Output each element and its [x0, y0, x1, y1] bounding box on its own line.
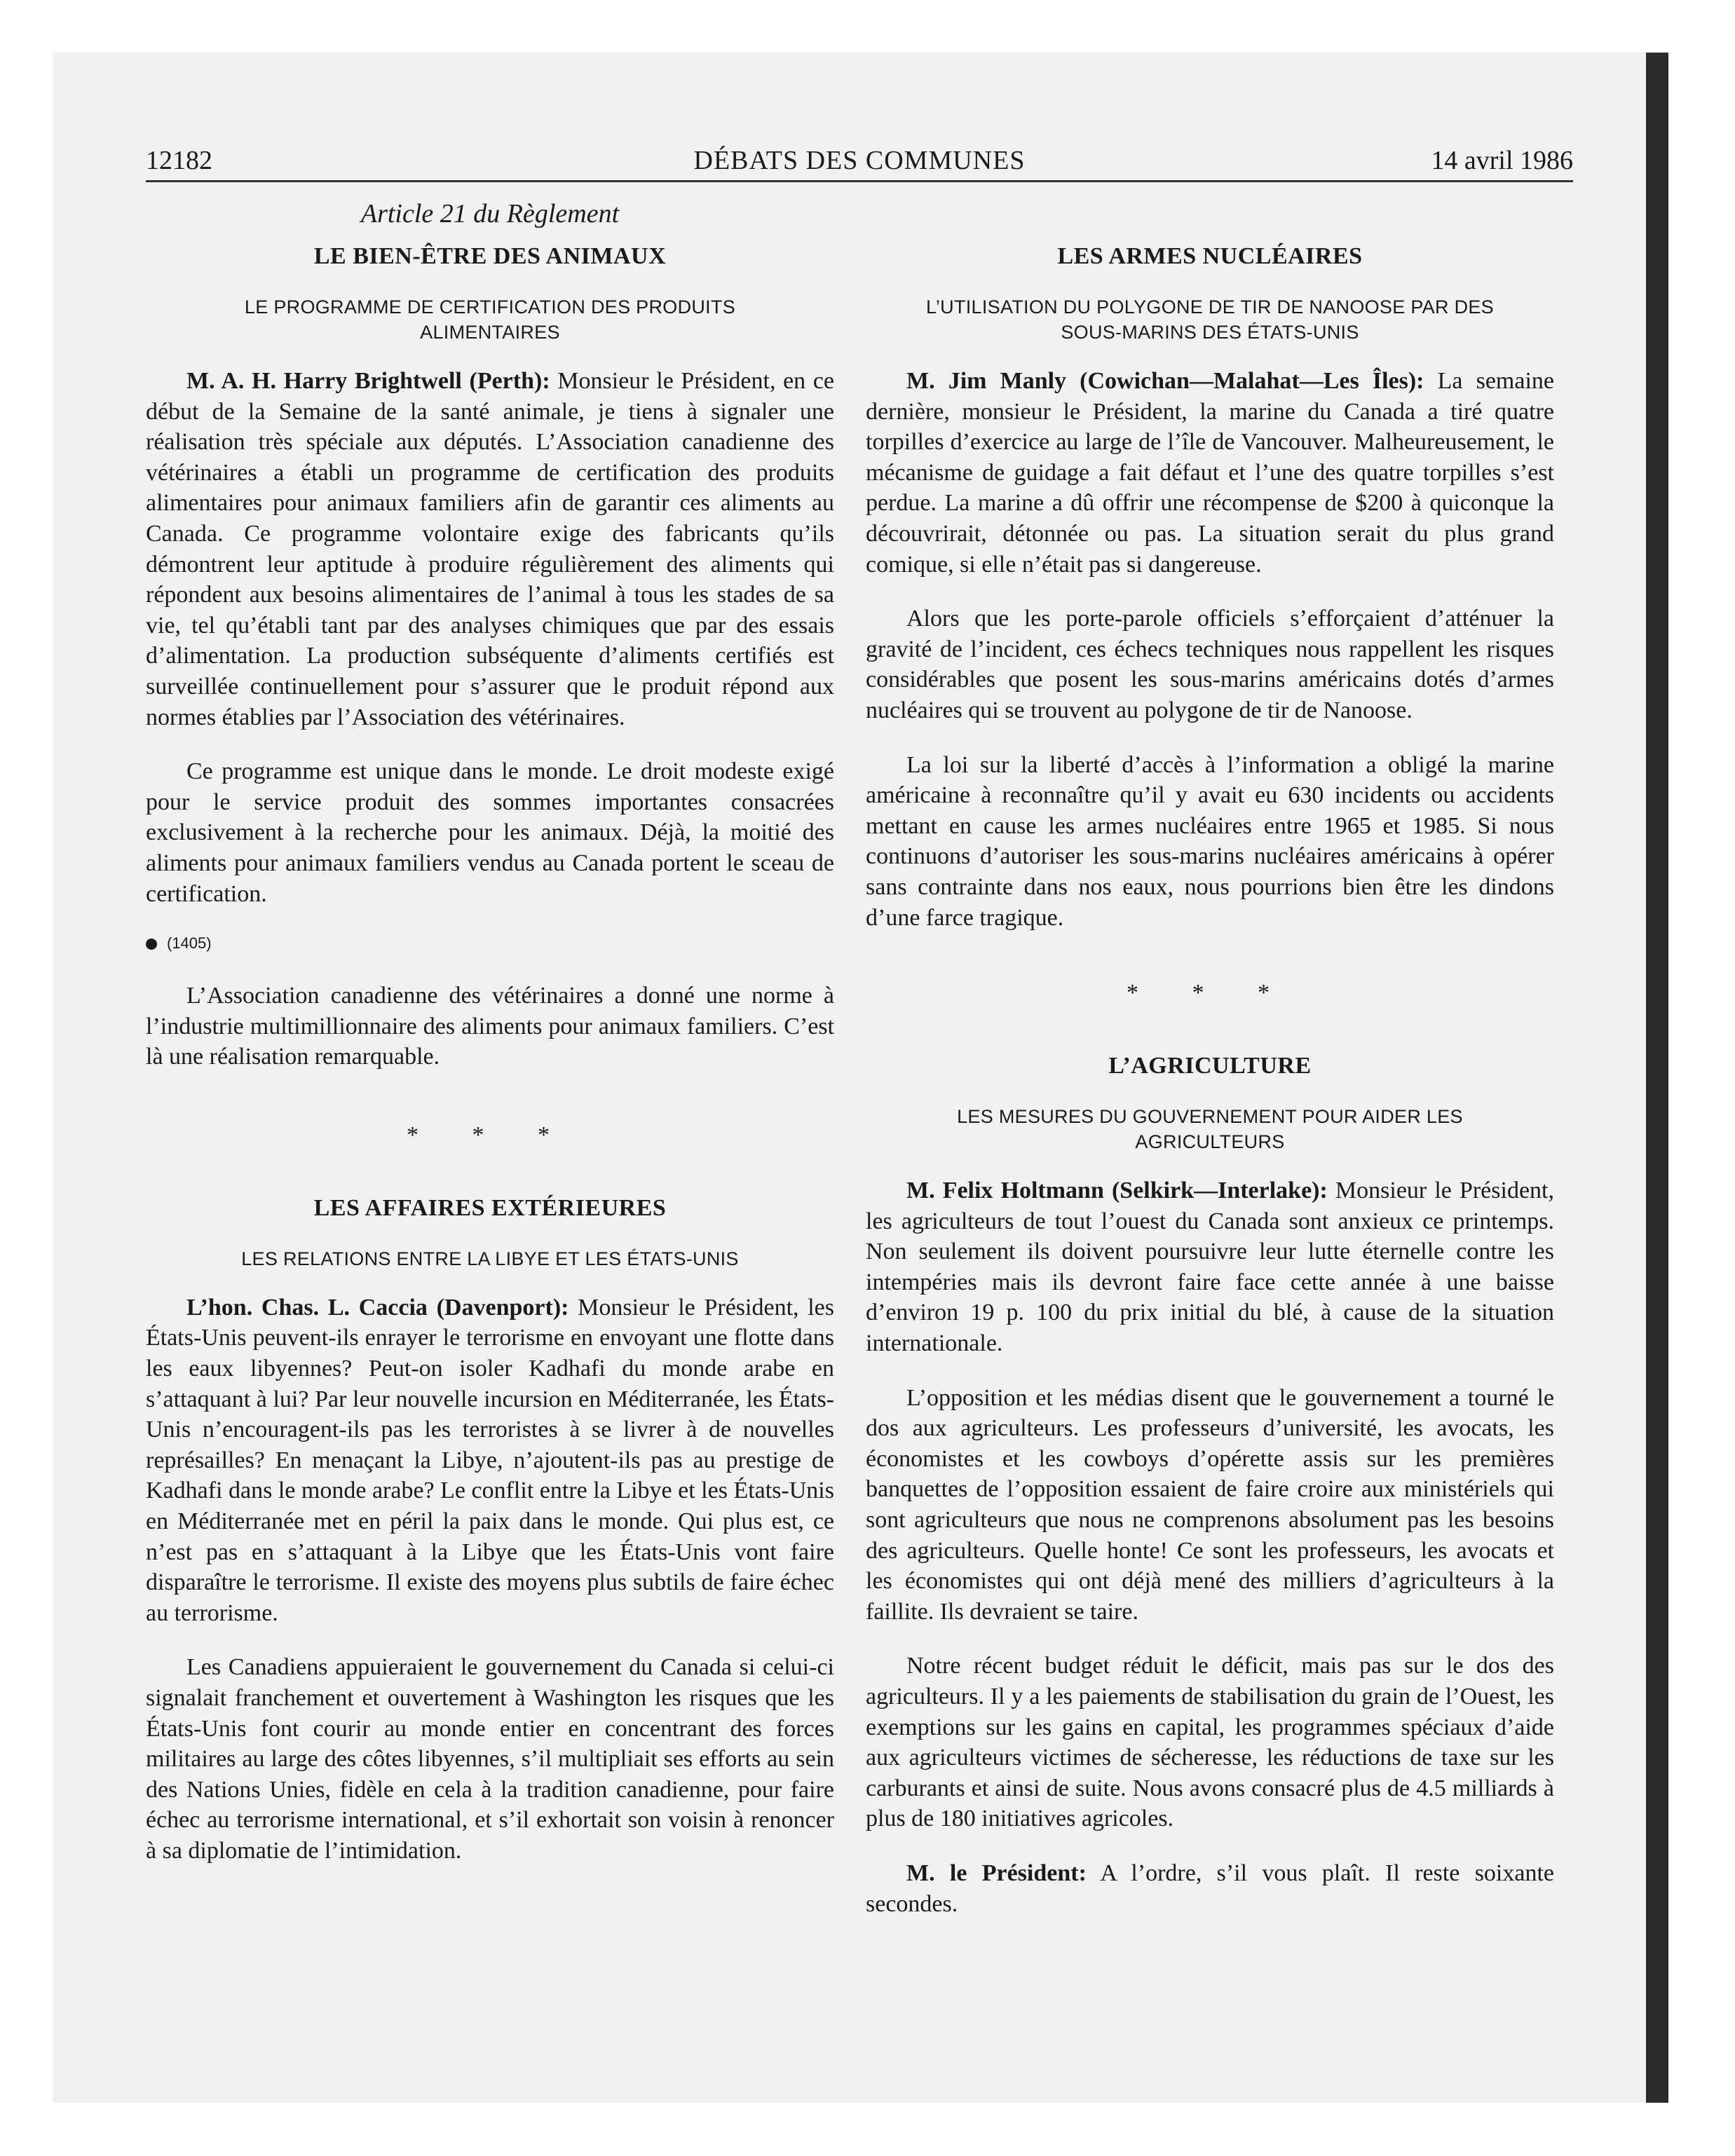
section-separator: * * *	[1127, 980, 1293, 1007]
speaker-name: M. Felix Holtmann (Selkirk—Interlake):	[906, 1178, 1328, 1204]
paragraph: La loi sur la liberté d’accès à l’information a obligé la marine américaine à reconnaître qu’il y avait eu 630 incidents ou accidents mettant en cause les armes nucléaires entre 1965 et 1985. Si nous continuons d’autoriser les sous-marins nucléaires américains à opérer sans contrainte dans nos eaux, nous pourrions bien être les dindons d’une farce tragique.	[866, 751, 1554, 931]
paragraph: Les Canadiens appuieraient le gouvernement du Canada si celui-ci signalait franchement et ouvertement à Washington les risques que les États-Unis font courir au monde entier en concentrant des forces militaires au large des côtes libyennes, s’il multipliait ses efforts au sein des Nations Unies, fidèle en cela à la tradition canadienne, pour faire échec au terrorisme international, et s’il exhortait son voisin à renoncer à sa diplomatie de l’intimidation.	[146, 1654, 834, 1864]
subtitle-libye: LES RELATIONS ENTRE LA LIBYE ET LES ÉTATS-UNIS	[241, 1248, 739, 1269]
paragraph: Notre récent budget réduit le déficit, mais pas sur le dos des agriculteurs. Il y a les paiements de stabilisation du grain de l’Ouest, les exemptions sur les gains en capital, les programmes spéciaux d’aide aux agriculteurs victimes de sécheresse, les réductions de taxe sur les carburants et ainsi de suite. Nous avons consacré plus de 4.5 milliards à plus de 180 initiatives agricoles.	[866, 1653, 1554, 1832]
scan-edge	[1646, 53, 1668, 2103]
publication-title: DÉBATS DES COMMUNES	[693, 146, 1026, 175]
page-header	[146, 144, 1573, 182]
subtitle-certification: LE PROGRAMME DE CERTIFICATION DES PRODUITS ALIMENTAIRES	[244, 296, 736, 343]
paragraph: L’Association canadienne des vétérinaires a donné une norme à l’industrie multimillionnaire des aliments pour animaux familiers. C’est là une réalisation remarquable.	[146, 983, 834, 1070]
speaker-name: M. le Président:	[906, 1860, 1087, 1886]
subtitle-agriculteurs: LES MESURES DU GOUVERNEMENT POUR AIDER LES AGRICULTEURS	[957, 1106, 1463, 1153]
section-title-agriculture: L’AGRICULTURE	[1108, 1053, 1312, 1079]
section-title-armes: LES ARMES NUCLÉAIRES	[1057, 243, 1363, 269]
speaker-name: M. A. H. Harry Brightwell (Perth):	[186, 368, 550, 394]
section-title-affaires: LES AFFAIRES EXTÉRIEURES	[313, 1194, 667, 1221]
subtitle-nanoose: L’UTILISATION DU POLYGONE DE TIR DE NANOOSE PAR DES SOUS-MARINS DES ÉTATS-UNIS	[926, 296, 1494, 343]
paragraph: L’hon. Chas. L. Caccia (Davenport): Monsieur le Président, les États-Unis peuvent-ils enrayer le terrorisme en envoyant une flotte dans les eaux libyennes? Peut-on isoler Kadhafi du monde arabe en s’attaquant à lui? Par leur nouvelle incursion en Méditerranée, les États-Unis n’encouragent-ils pas les terroristes à se livrer à de nouvelles représailles? En menaçant la Libye, n’ajoutent-ils pas au prestige de Kadhafi dans le monde arabe? Le conflit entre la Libye et les États-Unis en Méditerranée met en péril la paix dans le monde. Qui plus est, ce n’est pas en s’attaquant à la Libye que les États-Unis vont faire disparaître le terrorisme. Il existe des moyens plus subtils de faire échec au terrorisme.	[146, 1294, 835, 1626]
speaker-name: L’hon. Chas. L. Caccia (Davenport):	[186, 1294, 569, 1321]
page-date: 14 avril 1986	[1431, 146, 1573, 175]
speaker-name: M. Jim Manly (Cowichan—Malahat—Les Îles):	[906, 368, 1424, 394]
paragraph: M. Jim Manly (Cowichan—Malahat—Les Îles): La semaine dernière, monsieur le Président, la marine du Canada a tiré quatre torpilles d’exercice au large de l’île de Vancouver. Malheureusement, le mécanisme de guidage a fait défaut et l’une des quatre torpilles s’est perdue. La marine a dû offrir une récompense de $200 à quiconque la découvrirait, détonnée ou pas. La situation serait du plus grand comique, si elle n’était pas si dangereuse.	[866, 368, 1554, 578]
left-column	[146, 198, 834, 1890]
time-marker: (1405)	[146, 933, 834, 954]
section-separator: * * *	[407, 1121, 573, 1148]
paragraph: M. le Président: A l’ordre, s’il vous plaît. Il reste soixante secondes.	[866, 1860, 1555, 1917]
bullet-icon	[146, 939, 157, 950]
section-title-animaux: LE BIEN-ÊTRE DES ANIMAUX	[313, 243, 667, 269]
right-column	[866, 198, 1554, 1943]
paragraph: L’opposition et les médias disent que le gouvernement a tourné le dos aux agriculteurs. Les professeurs d’université, les avocats, les économistes et les cowboys d’opérette assis sur les premières banquettes de l’opposition essaient de faire croire aux ministériels qui sont agriculteurs que nous ne comprenons absolument pas les besoins des agriculteurs. Quelle honte! Ce sont les professeurs, les avocats et les économistes qui ont déjà mené des milliers d’agriculteurs à la faillite. Ils devraient se taire.	[866, 1384, 1554, 1625]
page-number: 12182	[146, 146, 212, 175]
paragraph: M. Felix Holtmann (Selkirk—Interlake): Monsieur le Président, les agriculteurs de tout l’ouest du Canada sont anxieux ce printemps. Non seulement ils doivent poursuivre leur lutte éternelle contre les intempéries mais ils devront faire face cette année à une baisse d’environ 19 p. 100 du prix initial du blé, à cause de la situation internationale.	[866, 1178, 1554, 1357]
paragraph: M. A. H. Harry Brightwell (Perth): Monsieur le Président, en ce début de la Semaine de la santé animale, je tiens à signaler une réalisation très spéciale aux députés. L’Association canadienne des vétérinaires a établi un programme de certification des produits alimentaires pour animaux familiers afin de garantir ces aliments au Canada. Ce programme volontaire exige des fabricants qu’ils démontrent leur aptitude à produire régulièrement des aliments qui répondent aux besoins alimentaires de l’animal à tous les stades de sa vie, tel qu’établi tant par des analyses chimiques que par des essais d’alimentation. La production subséquente d’aliments certifiés est surveillée continuellement pour s’assurer que le produit répond aux normes établies par l’Association des vétérinaires.	[146, 368, 834, 730]
paragraph: Ce programme est unique dans le monde. Le droit modeste exigé pour le service produit des sommes importantes consacrées exclusivement à la recherche pour les animaux. Déjà, la moitié des aliments pour animaux familiers vendus au Canada portent le sceau de certification.	[146, 758, 834, 907]
paragraph: Alors que les porte-parole officiels s’efforçaient d’atténuer la gravité de l’incident, ces échecs techniques nous rappellent les risques considérables que posent les sous-marins américains dotés d’armes nucléaires qui se trouvent au polygone de tir de Nanoose.	[866, 606, 1554, 723]
standing-order-caption: Article 21 du Règlement	[360, 199, 620, 228]
